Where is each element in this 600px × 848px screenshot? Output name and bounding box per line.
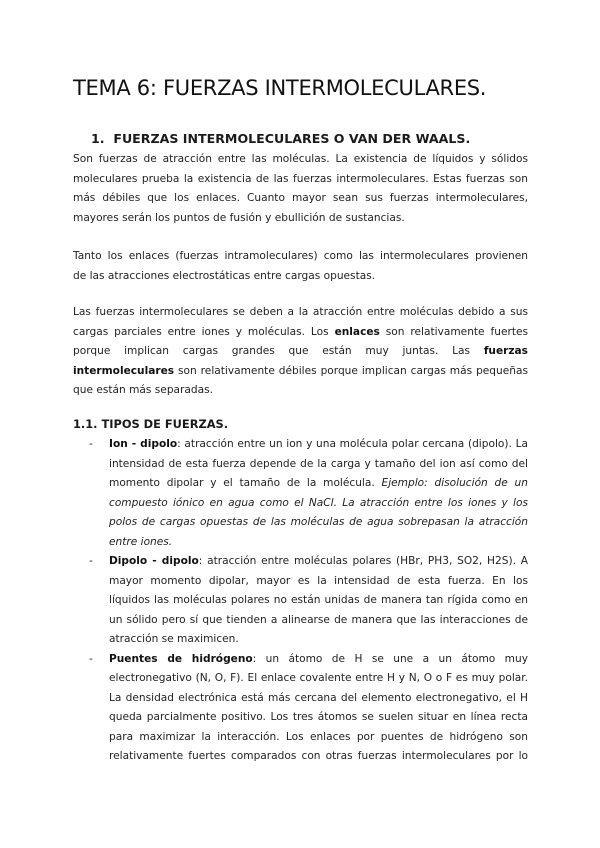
paragraph-line: intermoleculares son relativamente débiles porque implican cargas más pequeñas [73,364,528,377]
paragraph-line: de las atracciones electrostáticas entre cargas opuestas. [73,269,376,282]
paragraph-line: más débiles que los enlaces. Cuanto mayor sean sus fuerzas intermoleculares, [73,192,528,204]
list-item-ion-dipolo [73,435,528,552]
item-line: un sólido pero sí que tienden a alinearse de manera que las interacciones de [109,613,528,626]
dash-bullet: - [89,652,93,665]
section-number: 1. [91,131,105,146]
item-line: La densidad electrónica está más cercana del elemento electronegativo, el H [109,691,528,704]
section-heading-1-1: 1.1. TIPOS DE FUERZAS. [73,417,229,431]
item-line: electronegativo (N, O, F). El enlace covalente entre H y N, O o F es muy polar. [109,672,528,684]
paragraph-line: Son fuerzas de atracción entre las moléculas. La existencia de líquidos y sólidos [73,153,528,165]
paragraph-line: que están más separadas. [73,384,213,396]
paragraph-line: Las fuerzas intermoleculares se deben a la atracción entre moléculas debido a sus [73,306,528,318]
dash-bullet: - [89,438,93,450]
bold-term-enlaces: enlaces [334,325,380,338]
term-ion-dipolo: Ion - dipolo [109,438,178,450]
item-line: momento dipolar y el tamaño de la molécula. Ejemplo: disolución de un [109,477,528,489]
item-line: relativamente fuertes comparados con otras fuerzas intermoleculares por lo [109,750,528,762]
bold-term-fuerzas: fuerzas [483,345,528,357]
term-dipolo-dipolo: Dipolo - dipolo [109,555,199,567]
force-types-list [73,435,528,767]
item-line: queda parcialmente positivo. Los tres átomos se suelen situar en línea recta [109,711,528,723]
dash-bullet: - [89,555,93,567]
list-item-puentes-hidrogeno [73,650,528,767]
item-line: Ion - dipolo: atracción entre un ion y una molécula polar cercana (dipolo). La [109,438,528,450]
item-line: atracción se maximicen. [109,633,239,645]
list-item-dipolo-dipolo [73,552,528,650]
page-title: TEMA 6: FUERZAS INTERMOLECULARES. [73,76,487,100]
item-line: polos de cargas opuestas de las moléculas de agua sobrepasan la atracción [109,516,528,528]
paragraph-line: porque implican cargas grandes que están muy juntas. Las fuerzas [73,345,528,357]
paragraph-line: moleculares prueba la existencia de las fuerzas intermoleculares. Estas fuerzas son [73,172,528,185]
item-line: entre iones. [109,535,173,548]
paragraph-2 [73,247,528,286]
paragraph-1 [73,150,528,228]
item-line: compuesto iónico en agua como el NaCl. La atracción entre los iones y los [109,496,528,509]
item-line: intensidad de esta fuerza depende de la carga y tamaño del ion así como del [109,457,528,470]
section-heading-1 [91,131,470,146]
paragraph-line: mayores serán los puntos de fusión y ebullición de sustancias. [73,211,405,224]
item-line: mayor momento dipolar, mayor es la intensidad de esta fuerza. En los [109,574,528,587]
item-line: Dipolo - dipolo: atracción entre moléculas polares (HBr, PH3, SO2, H2S). A [109,555,528,567]
section-title: FUERZAS INTERMOLECULARES O VAN DER WAALS. [113,131,471,146]
paragraph-line: cargas parciales entre iones y moléculas. Los enlaces son relativamente fuertes [73,325,529,338]
item-line: para maximizar la interacción. Los enlaces por puentes de hidrógeno son [109,730,528,743]
term-puentes-hidrogeno: Puentes de hidrógeno [109,652,253,665]
item-line: líquidos las moléculas polares no están unidas de manera tan rígida como en [109,594,528,606]
paragraph-line: Tanto los enlaces (fuerzas intramoleculares) como las intermoleculares provienen [73,250,528,262]
paragraph-3 [73,303,528,401]
example-italic: Ejemplo: disolución de un [381,477,528,489]
item-line: Puentes de hidrógeno: un átomo de H se une a un átomo muy [109,652,528,665]
bold-term-intermoleculares: intermoleculares [73,364,175,377]
